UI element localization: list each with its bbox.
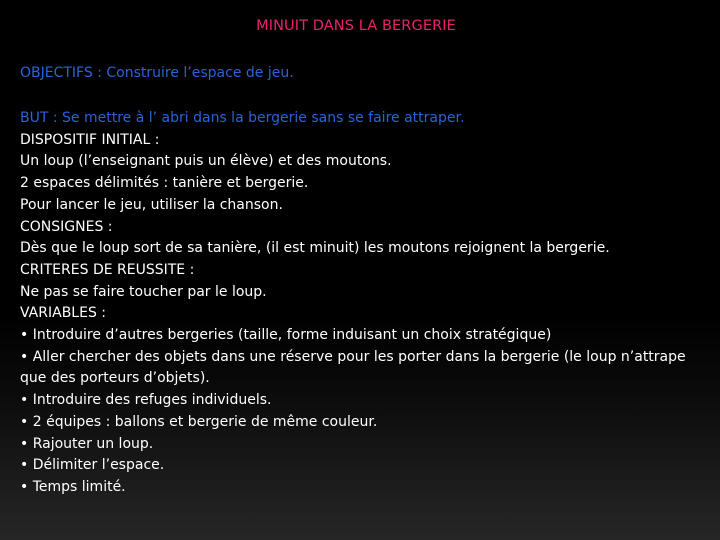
variable-item [20, 390, 710, 412]
objectifs-text: Construire l’espace de jeu. [106, 65, 294, 81]
variable-item [20, 325, 710, 347]
variable-item-text: 2 équipes : ballons et bergerie de même couleur. [32, 413, 378, 430]
variable-item-text: Rajouter un loup. [32, 435, 154, 452]
but-text: Se mettre à l’ abri dans la bergerie sans se faire attraper. [62, 110, 465, 126]
objectifs-line [20, 65, 294, 81]
variable-item-text: Introduire d’autres bergeries (taille, forme induisant un choix stratégique) [32, 327, 552, 344]
variable-item [20, 347, 710, 390]
variables-heading: VARIABLES : [20, 305, 106, 322]
variable-item [20, 412, 710, 434]
criteres-line-1: Ne pas se faire toucher par le loup. [20, 283, 267, 300]
variable-item-text: Introduire des refuges individuels. [32, 392, 272, 409]
bullet-icon: • [20, 327, 29, 344]
slide-body [20, 108, 710, 499]
variable-item [20, 477, 710, 499]
consignes-heading: CONSIGNES : [20, 218, 113, 235]
criteres-heading: CRITERES DE REUSSITE : [20, 261, 195, 278]
bullet-icon: • [20, 413, 29, 430]
variable-item-text: Délimiter l’espace. [32, 457, 165, 474]
dispositif-heading: DISPOSITIF INITIAL : [20, 131, 160, 148]
bullet-icon: • [20, 435, 29, 452]
variable-item-text: Temps limité. [32, 478, 126, 495]
consignes-line-1: Dès que le loup sort de sa tanière, (il est minuit) les moutons rejoignent la bergerie. [20, 240, 610, 257]
dispositif-line-2: 2 espaces délimités : tanière et bergerie. [20, 175, 309, 192]
bullet-icon: • [20, 392, 29, 409]
slide-title: MINUIT DANS LA BERGERIE [256, 18, 456, 34]
but-line [20, 108, 710, 130]
but-label: BUT : [20, 110, 58, 126]
variable-item [20, 434, 710, 456]
variable-item [20, 455, 710, 477]
dispositif-line-3: Pour lancer le jeu, utiliser la chanson. [20, 196, 283, 213]
dispositif-line-1: Un loup (l’enseignant puis un élève) et des moutons. [20, 153, 392, 170]
bullet-icon: • [20, 457, 29, 474]
objectifs-label: OBJECTIFS : [20, 65, 102, 81]
variable-item-text: Aller chercher des objets dans une réserve pour les porter dans la bergerie (le loup n’attrape que des porteurs d’objets). [20, 348, 686, 387]
bullet-icon: • [20, 348, 29, 365]
bullet-icon: • [20, 478, 29, 495]
